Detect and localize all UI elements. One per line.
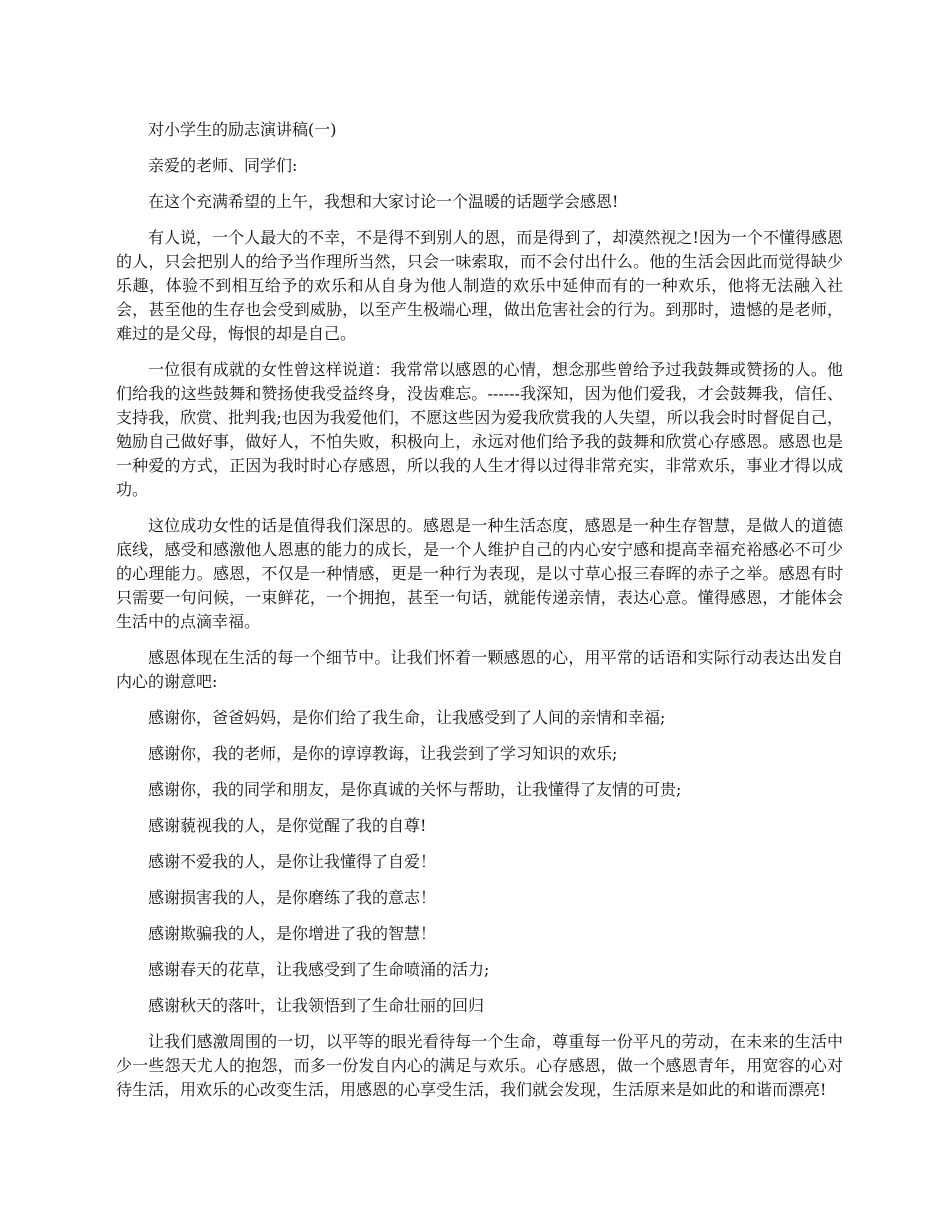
opening-line: 在这个充满希望的上午，我想和大家讨论一个温暖的话题学会感恩! xyxy=(148,192,619,211)
closing-paragraph: 让我们感激周围的一切，以平等的眼光看待每一个生命，尊重每一份平凡的劳动，在未来的生活中少一些怨天尤人的抱怨，而多一份发自内心的满足与欢乐。心存感恩，做一个感恩青年，用宽容的心对待生活，用欢乐的心改变生活，用感恩的心享受生活，我们就会发现，生活原来是如此的和谐而漂亮! xyxy=(116,1032,843,1099)
thanks-line-9: 感谢秋天的落叶，让我领悟到了生命壮丽的回归 xyxy=(148,996,485,1015)
thanks-line-8: 感谢春天的花草，让我感受到了生命喷涌的活力; xyxy=(148,960,490,979)
thanks-line-3: 感谢你，我的同学和朋友，是你真诚的关怀与帮助，让我懂得了友情的可贵; xyxy=(148,780,682,799)
document-page xyxy=(116,118,843,1114)
thanks-line-1: 感谢你，爸爸妈妈，是你们给了我生命，让我感受到了人间的亲情和幸福; xyxy=(148,708,666,727)
salutation: 亲爱的老师、同学们: xyxy=(148,156,298,175)
thanks-line-2: 感谢你，我的老师，是你的谆谆教诲，让我尝到了学习知识的欢乐; xyxy=(148,744,618,763)
paragraph-2: 一位很有成就的女性曾这样说道：我常常以感恩的心情，想念那些曾给予过我鼓舞或赞扬的人。他们给我的这些鼓舞和赞扬使我受益终身，没齿难忘。------我深知，因为他们爱我，才会鼓舞我，信任、支持我，欣赏、批判我;也因为我爱他们，不愿这些因为爱我欣赏我的人失望，所以我会时时督促自己，勉励自己做好事，做好人，不怕失败，积极向上，永远对他们给予我的鼓舞和欣赏心存感恩。感恩也是一种爱的方式，正因为我时时心存感恩，所以我的人生才得以过得非常充实，非常欢乐，事业才得以成功。 xyxy=(116,360,843,499)
thanks-line-6: 感谢损害我的人，是你磨练了我的意志！ xyxy=(148,888,437,907)
document-title: 对小学生的励志演讲稿(一) xyxy=(148,120,337,139)
thanks-line-4: 感谢藐视我的人，是你觉醒了我的自尊! xyxy=(148,816,427,835)
paragraph-1: 有人说，一个人最大的不幸，不是得不到别人的恩，而是得到了，却漠然视之!因为一个不懂得感恩的人，只会把别人的给予当作理所当然，只会一味索取，而不会付出什么。他的生活会因此而觉得缺少乐趣，体验不到相互给予的欢乐和从自身为他人制造的欢乐中延伸而有的一种欢乐，他将无法融入社会，甚至他的生存也会受到威胁，以至产生极端心理，做出危害社会的行为。到那时，遗憾的是老师，难过的是父母，悔恨的却是自己。 xyxy=(116,228,843,343)
thanks-line-7: 感谢欺骗我的人，是你增进了我的智慧！ xyxy=(148,924,437,943)
thanks-line-5: 感谢不爱我的人，是你让我懂得了自爱！ xyxy=(148,852,437,871)
paragraph-4: 感恩体现在生活的每一个细节中。让我们怀着一颗感恩的心，用平常的话语和实际行动表达出发自内心的谢意吧: xyxy=(116,648,843,691)
paragraph-3: 这位成功女性的话是值得我们深思的。感恩是一种生活态度，感恩是一种生存智慧，是做人的道德底线，感受和感激他人恩惠的能力的成长，是一个人维护自己的内心安宁感和提高幸福充裕感必不可少的心理能力。感恩，不仅是一种情感，更是一种行为表现，是以寸草心报三春晖的赤子之举。感恩有时只需要一句问候，一束鲜花，一个拥抱，甚至一句话，就能传递亲情，表达心意。懂得感恩，才能体会生活中的点滴幸福。 xyxy=(116,516,843,631)
